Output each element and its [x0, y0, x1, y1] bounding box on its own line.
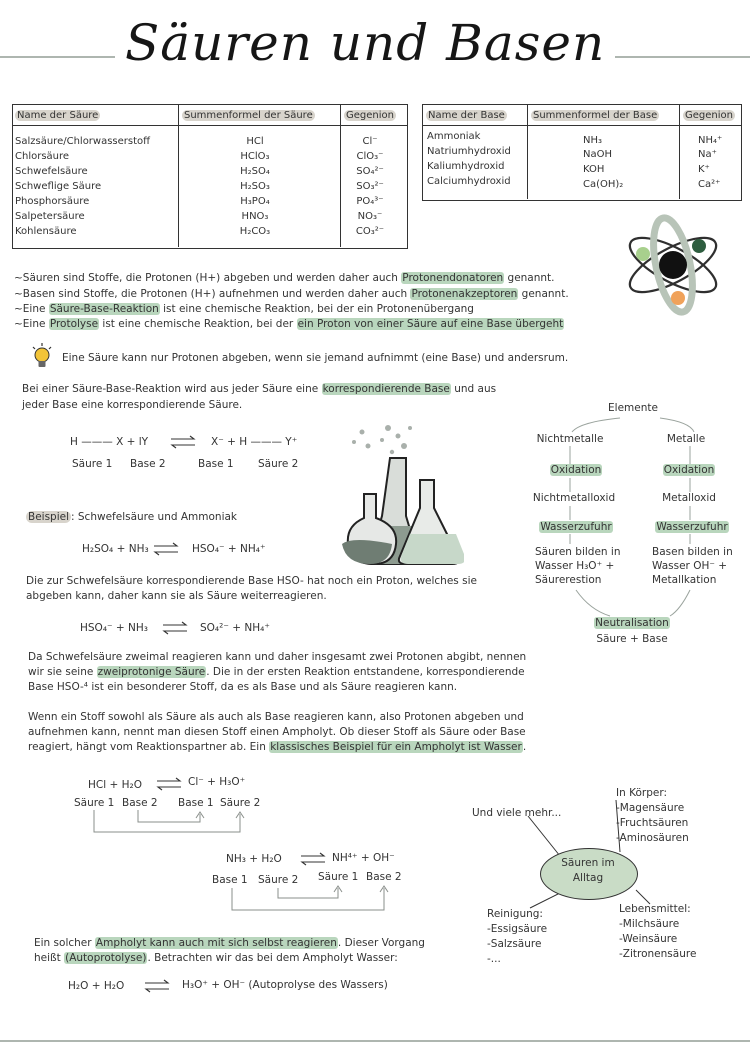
eq-label: Säure 1	[74, 797, 115, 809]
flow-elements: Elemente	[608, 402, 658, 414]
table-cell: NH₃	[583, 135, 603, 146]
flow-acid-l1: Säuren bilden in	[535, 546, 621, 558]
table-cell: HClO₃	[240, 151, 270, 162]
eq-label: Base 1	[178, 797, 214, 809]
example-para-1: Die zur Schwefelsäure korrespondierende Base HSO- hat noch ein Proton, welches sie	[26, 575, 477, 587]
table-cell: Calciumhydroxid	[427, 176, 511, 187]
equilibrium-arrow-icon	[153, 541, 179, 557]
water-eq2-left: NH₃ + H₂O	[226, 853, 282, 865]
definition-base: ~Basen sind Stoffe, die Protonen (H+) aufnehmen und werden daher auch Protonenakzeptoren genannt.	[14, 288, 569, 300]
flow-base-l1: Basen bilden in	[652, 546, 733, 558]
bottom-rule	[0, 1040, 750, 1042]
diprotic-line-1: Da Schwefelsäure zweimal reagieren kann und daher insgesamt zwei Protonen abgibt, nennen	[28, 651, 527, 663]
diprotic-line-3: Base HSO-⁴ ist ein besonderer Stoff, da es als Base und als Säure reagieren kann.	[28, 681, 458, 693]
list-item: -...	[487, 953, 501, 965]
acids-header-name: Name der Säure	[17, 110, 99, 121]
autoprotolysis-line-1: Ein solcher Ampholyt kann auch mit sich selbst reagieren. Dieser Vorgang	[34, 937, 425, 949]
table-cell: NaOH	[583, 149, 612, 160]
mindmap-center-l1: Säuren im	[561, 857, 615, 869]
table-cell: NO₃⁻	[357, 211, 383, 222]
autoprotolysis-eq-right: H₃O⁺ + OH⁻ (Autoprolyse des Wassers)	[182, 979, 388, 991]
flow-base-l3: Metallkation	[652, 574, 717, 586]
example-heading: Beispiel : Schwefelsäure und Ammoniak	[28, 511, 238, 523]
table-cell: HCl	[246, 136, 264, 147]
tip-text: Eine Säure kann nur Protonen abgeben, wenn sie jemand aufnimmt (eine Base) und andersrum.	[62, 352, 569, 364]
table-cell: Salzsäure/Chlorwasserstoff	[15, 136, 151, 147]
table-cell: SO₃²⁻	[356, 181, 384, 192]
ampholyte-line-1: Wenn ein Stoff sowohl als Säure als auch als Base reagieren kann, also Protonen abgeben und	[28, 711, 524, 723]
table-cell: Kaliumhydroxid	[427, 161, 505, 172]
table-cell: K⁺	[698, 164, 710, 175]
pair-connector-2	[220, 884, 400, 914]
eq-label: Base 2	[130, 458, 166, 470]
table-cell: Ca(OH)₂	[583, 179, 624, 190]
table-cell: Schwefelsäure	[15, 166, 88, 177]
example-eq1-left: H₂SO₄ + NH₃	[82, 543, 149, 555]
definition-protolysis: ~Eine Protolyse ist eine chemische Reaktion, bei der ein Proton von einer Säure auf eine Base übergeht	[14, 318, 564, 330]
table-cell: Salpetersäure	[15, 211, 85, 222]
corresponding-text-2: jeder Base eine korrespondierende Säure.	[22, 399, 243, 411]
flow-sum: Säure + Base	[596, 633, 668, 645]
list-item: -Zitronensäure	[619, 948, 697, 960]
bases-header-name: Name der Base	[428, 110, 505, 121]
list-item: -Magensäure	[616, 802, 685, 814]
eq-label: Säure 1	[318, 871, 359, 883]
general-eq-right: X⁻ + H ——— Y⁺	[211, 436, 298, 448]
acids-header-formula: Summenformel der Säure	[184, 110, 313, 121]
table-cell: Kohlensäure	[15, 226, 77, 237]
eq-label: Säure 2	[258, 458, 299, 470]
eq-label: Säure 2	[220, 797, 261, 809]
flow-neutralisation: Neutralisation	[595, 617, 669, 629]
table-cell: Natriumhydroxid	[427, 146, 511, 157]
bases-table-header-rule	[422, 125, 741, 126]
bases-header-formula: Summenformel der Base	[533, 110, 658, 121]
equilibrium-arrow-icon	[162, 620, 188, 636]
pair-connector-1	[80, 810, 250, 838]
table-cell: H₂SO₄	[240, 166, 270, 177]
water-eq1-left: HCl + H₂O	[88, 779, 142, 791]
flow-oxidation-2: Oxidation	[663, 464, 715, 476]
flow-nonmetals: Nichtmetalle	[536, 433, 604, 445]
mindmap-more: Und viele mehr...	[472, 807, 562, 819]
flow-metal-oxide: Metalloxid	[662, 492, 716, 504]
flow-nonmetal-oxide: Nichtmetalloxid	[532, 492, 616, 504]
bases-header-ion: Gegenion	[685, 110, 733, 121]
general-eq-left: H ——— X + lY	[70, 436, 149, 448]
definition-acid: ~Säuren sind Stoffe, die Protonen (H+) abgeben und werden daher auch Protonendonatoren genannt.	[14, 272, 555, 284]
flow-acid-l2: Wasser H₃O⁺ +	[535, 560, 615, 572]
list-item: -Milchsäure	[619, 918, 680, 930]
list-item: -Fruchtsäuren	[616, 817, 689, 829]
bases-table-divider	[679, 104, 680, 199]
table-cell: ClO₃⁻	[356, 151, 384, 162]
table-cell: Phosphorsäure	[15, 196, 90, 207]
mindmap-center-l2: Alltag	[572, 872, 604, 884]
eq-label: Säure 2	[258, 874, 299, 886]
table-cell: HNO₃	[241, 211, 269, 222]
flow-water-1: Wasserzufuhr	[540, 521, 612, 533]
mindmap-food-title: Lebensmittel:	[619, 903, 691, 915]
table-cell: Ammoniak	[427, 131, 481, 142]
list-item: -Weinsäure	[619, 933, 678, 945]
table-cell: Na⁺	[698, 149, 717, 160]
flow-metals: Metalle	[666, 433, 706, 445]
corresponding-text-1: Bei einer Säure-Base-Reaktion wird aus jeder Säure eine korrespondierende Base und aus	[22, 383, 497, 395]
table-cell: KOH	[583, 164, 605, 175]
table-cell: H₂CO₃	[239, 226, 271, 237]
ampholyte-line-3: reagiert, hängt vom Reaktionspartner ab. Ein klassisches Beispiel für ein Ampholyt ist Wasser.	[28, 741, 527, 753]
autoprotolysis-line-2: heißt (Autoprotolyse). Betrachten wir das bei dem Ampholyt Wasser:	[34, 952, 398, 964]
flow-acid-l3: Säurerestion	[535, 574, 602, 586]
equilibrium-arrow-icon	[300, 851, 326, 867]
table-cell: CO₃²⁻	[355, 226, 385, 237]
example-para-2: abgeben kann, daher kann sie als Säure weiterreagieren.	[26, 590, 327, 602]
eq-label: Säure 1	[72, 458, 113, 470]
list-item: -Aminosäuren	[616, 832, 689, 844]
flow-base-l2: Wasser OH⁻ +	[652, 560, 728, 572]
table-cell: Chlorsäure	[15, 151, 70, 162]
mindmap-clean-title: Reinigung:	[487, 908, 543, 920]
title-rule-left	[0, 56, 115, 58]
example-eq1-right: HSO₄⁻ + NH₄⁺	[192, 543, 266, 555]
eq-label: Base 2	[366, 871, 402, 883]
eq-label: Base 2	[122, 797, 158, 809]
example-eq2-left: HSO₄⁻ + NH₃	[80, 622, 149, 634]
water-eq2-right: NH⁴⁺ + OH⁻	[332, 852, 395, 864]
autoprotolysis-eq-left: H₂O + H₂O	[68, 980, 125, 992]
definition-reaction: ~Eine Säure-Base-Reaktion ist eine chemische Reaktion, bei der ein Protonenübergang	[14, 303, 474, 315]
ampholyte-line-2: aufnehmen kann, nennt man diesen Stoff einen Ampholyt. Ob dieser Stoff als Säure oder Base	[28, 726, 526, 738]
table-cell: NH₄⁺	[698, 135, 723, 146]
title-rule-right	[615, 56, 750, 58]
eq-label: Base 1	[212, 874, 248, 886]
eq-label: Base 1	[198, 458, 234, 470]
table-cell: Schweflige Säure	[15, 181, 102, 192]
table-cell: PO₄³⁻	[356, 196, 384, 207]
equilibrium-arrow-icon	[144, 978, 170, 994]
table-cell: Cl⁻	[362, 136, 378, 147]
list-item: -Essigsäure	[487, 923, 548, 935]
flow-water-2: Wasserzufuhr	[656, 521, 728, 533]
page-title: Säuren und Basen	[125, 14, 606, 72]
mindmap-body-title: In Körper:	[616, 787, 667, 799]
bases-table-divider	[527, 104, 528, 199]
table-cell: SO₄²⁻	[356, 166, 384, 177]
flasks-icon	[338, 422, 464, 570]
equilibrium-arrow-icon	[156, 776, 182, 792]
diprotic-line-2: wir sie seine zweiprotonige Säure. Die in der ersten Reaktion entstandene, korrespondierende	[28, 666, 525, 678]
flow-oxidation-1: Oxidation	[550, 464, 602, 476]
atom-icon	[615, 210, 735, 320]
table-cell: H₃PO₄	[240, 196, 270, 207]
water-eq1-right: Cl⁻ + H₃O⁺	[188, 776, 246, 788]
table-cell: Ca²⁺	[698, 179, 721, 190]
example-eq2-right: SO₄²⁻ + NH₄⁺	[200, 622, 270, 634]
lightbulb-icon	[30, 342, 54, 370]
list-item: -Salzsäure	[487, 938, 542, 950]
equilibrium-arrow-icon	[170, 434, 196, 450]
acids-header-ion: Gegenion	[346, 110, 394, 121]
acids-table-header-rule	[12, 125, 407, 126]
table-cell: H₂SO₃	[240, 181, 270, 192]
